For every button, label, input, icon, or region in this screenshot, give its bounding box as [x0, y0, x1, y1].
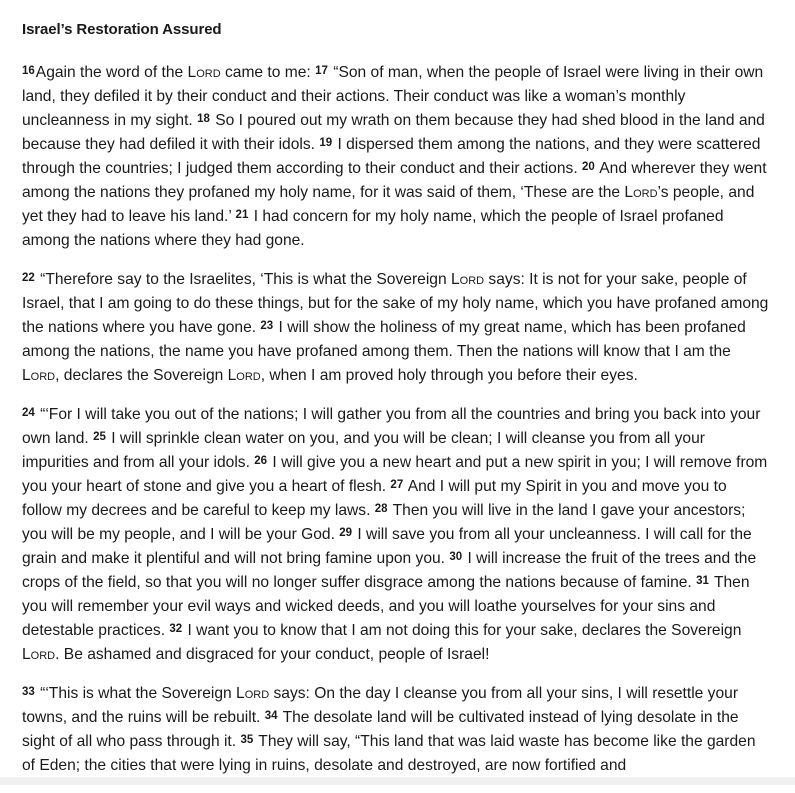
- lord-small-caps: Lord: [187, 64, 221, 81]
- verse-text: I will increase the fruit of the trees and the crops of the field, so that you will no longer suffer disgrace among the nations because of famine.: [22, 550, 757, 591]
- paragraph-3: [22, 403, 770, 667]
- verse-number: 25: [93, 431, 106, 443]
- paragraph-1: [22, 61, 770, 253]
- verse-number: 35: [240, 734, 254, 746]
- verse-text: I will show the holiness of my great name, which has been profaned among the nations, the name you have profaned among them. Then the nations will know that I am the: [22, 319, 746, 360]
- verse-number: 17: [315, 65, 328, 77]
- verse-text: ’s people, and yet they had to leave his land.’: [22, 184, 755, 225]
- verse-text: “‘For I will take you out of the nations; I will gather you from all the countries and bring you back into your own land.: [22, 406, 761, 447]
- verse-text: The desolate land will be cultivated instead of lying desolate in the sight of all who pass through it.: [22, 709, 739, 750]
- verse-text: , declares the Sovereign: [55, 367, 228, 384]
- verse-number: 32: [169, 623, 183, 635]
- verse-text: I will give you a new heart and put a new spirit in you; I will remove from you your heart of stone and give you a heart of flesh.: [22, 454, 768, 495]
- verse-number: 23: [260, 320, 274, 332]
- verse-text: They will say, “This land that was laid waste has become like the garden of Eden; the cities that were lying in ruins, desolate and destroyed, are now fortified and: [22, 733, 756, 774]
- verse-number: 18: [197, 113, 210, 125]
- passage: [22, 18, 770, 793]
- paragraph-4: [22, 682, 770, 778]
- verse-text: I had concern for my holy name, which the people of Israel profaned among the nations where they had gone.: [22, 208, 724, 249]
- verse-number: 27: [390, 479, 404, 491]
- verse-number: 34: [264, 710, 278, 722]
- verse-number: 29: [339, 527, 353, 539]
- verse-text: says: It is not for your sake, people of Israel, that I am going to do these things, but for the sake of my holy name, which you have profaned among the nations where you have gone.: [22, 271, 769, 336]
- verse-text: . Be ashamed and disgraced for your conduct, people of Israel!: [55, 646, 490, 663]
- verse-text: So I poured out my wrath on them because they had shed blood in the land and because they had defiled it with their idols.: [22, 112, 765, 153]
- verse-number: 21: [235, 209, 249, 221]
- lord-small-caps: Lord: [450, 271, 485, 288]
- verse-number: 31: [696, 575, 709, 587]
- lord-small-caps: Lord: [22, 646, 56, 663]
- verse-text: I want you to know that I am not doing this for your sake, declares the Sovereign: [187, 622, 742, 639]
- verse-text: “Therefore say to the Israelites, ‘This is what the Sovereign: [40, 271, 451, 288]
- verse-text: I will sprinkle clean water on you, and you will be clean; I will cleanse you from all your impurities and from all your idols.: [22, 430, 705, 471]
- verse-number: 30: [449, 551, 463, 563]
- verse-number: 22: [22, 272, 35, 284]
- lord-small-caps: Lord: [236, 685, 270, 702]
- verse-number: 20: [581, 161, 595, 173]
- verse-number: 24: [22, 407, 35, 419]
- verse-text: I will save you from all your uncleanness. I will call for the grain and make it plentiful and will not bring famine upon you.: [22, 526, 752, 567]
- lord-small-caps: Lord: [22, 367, 56, 384]
- paragraph-2: [22, 268, 770, 388]
- verse-number: 28: [374, 503, 388, 515]
- verse-text: says: On the day I cleanse you from all your sins, I will resettle your towns, and the ruins will be rebuilt.: [22, 685, 739, 726]
- verse-number: 26: [254, 455, 268, 467]
- lord-small-caps: Lord: [227, 367, 261, 384]
- bottom-scroll-band: [0, 777, 795, 785]
- lord-small-caps: Lord: [624, 184, 658, 201]
- verse-text: And I will put my Spirit in you and move you to follow my decrees and be careful to keep my laws.: [22, 478, 727, 519]
- verse-number: 33: [22, 686, 35, 698]
- verse-text: And wherever they went among the nations they profaned my holy name, for it was said of them, ‘These are the: [22, 160, 767, 201]
- verse-text: , when I am proved holy through you before their eyes.: [260, 367, 638, 384]
- verse-number: 19: [319, 137, 333, 149]
- section-heading: Israel’s Restoration Assured: [22, 21, 222, 38]
- verse-text: I dispersed them among the nations, and they were scattered through the countries; I judged them according to their conduct and their actions.: [22, 136, 761, 177]
- verse-text: “Son of man, when the people of Israel were living in their own land, they defiled it by their conduct and their actions. Their conduct was like a woman’s monthly uncleanness in my sight.: [22, 64, 764, 129]
- verse-text: “‘This is what the Sovereign: [40, 685, 237, 702]
- verse-text: Again the word of the: [35, 64, 188, 81]
- verse-text: Then you will live in the land I gave your ancestors; you will be my people, and I will be your God.: [22, 502, 746, 543]
- verse-number: 16: [22, 65, 35, 77]
- verse-text: Then you will remember your evil ways and wicked deeds, and you will loathe yourselves for your sins and detestable practices.: [22, 574, 750, 639]
- verse-text: came to me:: [220, 64, 316, 81]
